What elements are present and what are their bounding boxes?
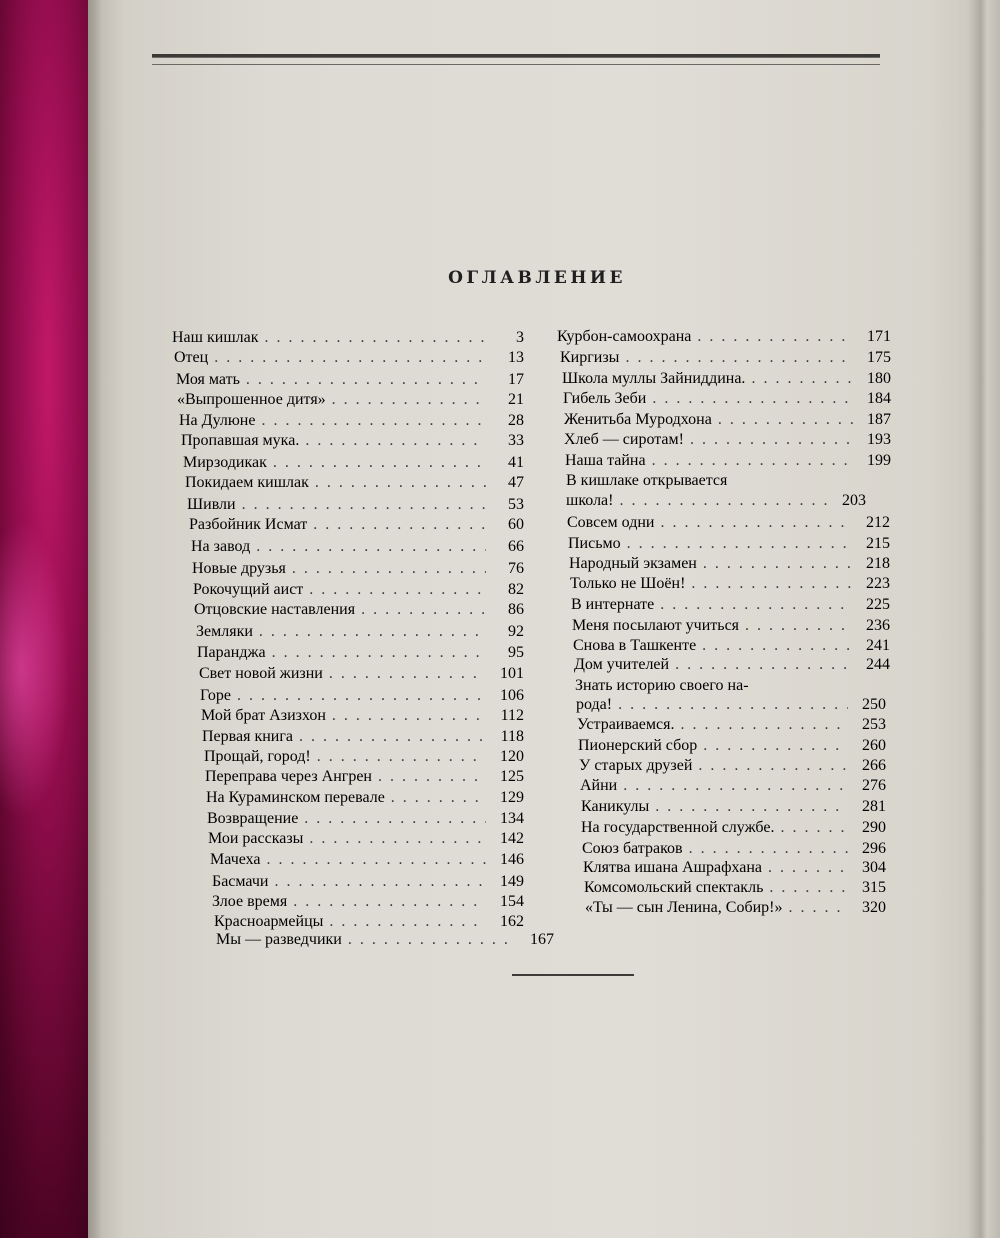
toc-entry	[584, 878, 886, 898]
toc-entry-title: Меня посылают учиться	[572, 617, 740, 634]
top-rule	[152, 54, 880, 58]
toc-entry-page: 236	[866, 617, 890, 634]
toc-leader-dots	[649, 797, 848, 817]
toc-entry	[185, 473, 524, 493]
toc-leader-dots	[745, 369, 853, 389]
toc-entry-title: Шивли	[187, 496, 236, 513]
toc-leader-dots	[691, 327, 853, 347]
toc-entry-title: Мой брат Азизхон	[201, 707, 326, 724]
toc-entry	[571, 595, 890, 615]
toc-entry-title: школа!	[566, 492, 614, 509]
toc-leader-dots	[326, 390, 486, 410]
toc-entry-page: 167	[530, 931, 554, 948]
toc-entry-title: Свет новой жизни	[199, 665, 323, 682]
toc-entry	[193, 580, 524, 600]
toc-entry	[200, 686, 524, 706]
bottom-rule	[512, 974, 634, 976]
toc-entry-page: 193	[867, 431, 891, 448]
toc-entry-page: 3	[516, 329, 524, 346]
toc-leader-dots	[669, 655, 852, 675]
toc-entry-page: 162	[500, 913, 524, 930]
toc-entry	[210, 850, 524, 870]
toc-entry	[568, 534, 890, 554]
toc-entry-page: 76	[508, 560, 524, 577]
toc-entry-page: 47	[508, 474, 524, 491]
toc-leader-dots	[236, 495, 486, 515]
toc-leader-dots	[372, 767, 486, 787]
toc-entry-title: Дом учителей	[574, 656, 670, 673]
toc-entry	[214, 912, 524, 932]
toc-leader-dots	[259, 328, 487, 348]
toc-entry-page: 212	[866, 514, 890, 531]
toc-leader-dots	[613, 491, 828, 511]
toc-entry-page: 290	[862, 819, 886, 836]
toc-entry-title: Пропавшая мука.	[181, 432, 300, 449]
toc-leader-dots	[646, 451, 853, 471]
toc-leader-dots	[621, 534, 852, 554]
toc-leader-dots	[749, 676, 821, 696]
toc-entry	[582, 839, 886, 859]
toc-leader-dots	[619, 348, 853, 368]
toc-entry-page: 154	[500, 893, 524, 910]
toc-entry-title: Народный экзамен	[569, 555, 697, 572]
toc-leader-dots	[287, 892, 486, 912]
toc-entry-page: 241	[866, 637, 890, 654]
toc-leader-dots	[261, 850, 486, 870]
toc-leader-dots	[255, 411, 486, 431]
toc-leader-dots	[739, 616, 852, 636]
toc-leader-dots	[266, 643, 486, 663]
toc-entry-page: 142	[500, 830, 524, 847]
toc-entry-title: На Дулюне	[179, 412, 256, 429]
toc-leader-dots	[762, 858, 848, 878]
toc-entry	[205, 767, 524, 787]
toc-entry	[183, 453, 524, 473]
toc-entry-title: «Выпрошенное дитя»	[177, 391, 326, 408]
toc-leader-dots	[309, 473, 486, 493]
toc-leader-dots	[675, 715, 849, 735]
toc-entry-title: Мои рассказы	[208, 830, 304, 847]
toc-entry	[579, 756, 886, 776]
toc-leader-dots	[231, 686, 486, 706]
toc-entry	[199, 664, 524, 684]
toc-entry-title: На завод	[191, 538, 251, 555]
toc-leader-dots	[323, 912, 486, 932]
toc-entry-page: 149	[500, 873, 524, 890]
toc-leader-dots	[696, 636, 852, 656]
toc-entry-page: 101	[500, 665, 524, 682]
toc-entry-title: рода!	[576, 696, 613, 713]
toc-entry-title: Паранджа	[197, 644, 266, 661]
toc-entry-page: 320	[862, 899, 886, 916]
toc-entry-title: Возвращение	[207, 810, 299, 827]
toc-leader-dots	[385, 788, 486, 808]
fabric-highlight	[0, 520, 70, 820]
toc-entry-title: Новые друзья	[192, 560, 286, 577]
toc-leader-dots	[763, 878, 848, 898]
toc-entry-page: 21	[508, 391, 524, 408]
toc-leader-dots	[654, 595, 852, 615]
toc-leader-dots	[685, 574, 852, 594]
toc-entry	[562, 369, 891, 389]
toc-entry-title: Женитьба Муродхона	[564, 411, 712, 428]
toc-leader-dots	[654, 513, 852, 533]
toc-entry	[580, 776, 886, 796]
toc-leader-dots	[326, 706, 486, 726]
toc-entry-title: Устраиваемся.	[577, 716, 675, 733]
toc-entry	[583, 858, 886, 878]
toc-entry	[566, 471, 891, 491]
toc-entry-page: 244	[866, 656, 890, 673]
toc-entry-title: Наша тайна	[565, 452, 646, 469]
toc-entry-title: В интернате	[571, 596, 655, 613]
toc-entry-title: Переправа через Ангрен	[205, 768, 372, 785]
toc-entry	[208, 829, 524, 849]
toc-entry-page: 146	[500, 851, 524, 868]
toc-entry	[212, 892, 524, 912]
toc-leader-dots	[612, 695, 848, 715]
toc-leader-dots	[250, 537, 486, 557]
toc-entry	[569, 554, 890, 574]
toc-entry-page: 223	[866, 575, 890, 592]
toc-entry-title: Только не Шоён!	[570, 575, 686, 592]
toc-entry-page: 187	[867, 411, 891, 428]
toc-entry-title: Басмачи	[212, 873, 269, 890]
toc-entry-title: Моя мать	[176, 371, 240, 388]
toc-leader-dots	[684, 430, 853, 450]
toc-entry-page: 28	[508, 412, 524, 429]
toc-entry-title: Прощай, город!	[204, 748, 311, 765]
toc-entry-page: 86	[508, 601, 524, 618]
toc-leader-dots	[267, 453, 486, 473]
toc-entry	[581, 797, 886, 817]
toc-entry-page: 304	[862, 859, 886, 876]
toc-entry-title: Киргизы	[560, 349, 620, 366]
page-edge	[968, 0, 1000, 1238]
toc-leader-dots	[355, 600, 486, 620]
toc-leader-dots	[311, 747, 486, 767]
toc-entry-title: Отцовские наставления	[194, 601, 356, 618]
toc-entry	[570, 574, 890, 594]
toc-entry-title: «Ты — сын Ленина, Собир!»	[585, 899, 783, 916]
toc-entry-page	[821, 676, 859, 696]
toc-leader-dots	[268, 872, 486, 892]
toc-entry	[207, 809, 524, 829]
toc-entry	[177, 390, 524, 410]
toc-leader-dots	[697, 736, 848, 756]
toc-entry-title: Хлеб — сиротам!	[564, 431, 684, 448]
toc-entry-title: Первая книга	[202, 728, 294, 745]
toc-entry-page: 180	[867, 370, 891, 387]
toc-leader-dots	[323, 664, 486, 684]
toc-leader-dots	[298, 809, 486, 829]
toc-entry-page: 17	[508, 371, 524, 388]
toc-leader-dots	[342, 930, 516, 950]
toc-entry-page: 125	[500, 768, 524, 785]
toc-entry-title: У старых друзей	[579, 757, 693, 774]
toc-leader-dots	[692, 756, 848, 776]
toc-leader-dots	[303, 829, 486, 849]
toc-leader-dots	[646, 389, 853, 409]
toc-entry-title: Горе	[200, 687, 231, 704]
toc-entry-title: Гибель Зеби	[563, 390, 647, 407]
toc-entry-page: 203	[842, 492, 866, 509]
toc-entry-page: 66	[508, 538, 524, 555]
toc-entry-title: Союз батраков	[582, 840, 683, 857]
toc-entry-page: 171	[867, 328, 891, 345]
toc-entry-title: Мачеха	[210, 851, 261, 868]
toc-entry-title: Айни	[580, 777, 618, 794]
toc-entry	[565, 451, 891, 471]
toc-entry-title: Отец	[174, 349, 209, 366]
toc-entry-title: Совсем одни	[567, 514, 655, 531]
toc-entry	[187, 495, 524, 515]
toc-entry	[204, 747, 524, 767]
toc-entry	[181, 431, 524, 451]
toc-entry	[576, 695, 886, 715]
toc-leader-dots	[617, 776, 848, 796]
toc-entry-title: Снова в Ташкенте	[573, 637, 697, 654]
toc-entry-page: 106	[500, 687, 524, 704]
toc-entry-title: Каникулы	[581, 798, 650, 815]
toc-leader-dots	[240, 370, 486, 390]
toc-entry	[197, 643, 524, 663]
toc-leader-dots	[683, 839, 848, 859]
toc-entry	[172, 328, 524, 348]
toc-entry-page: 92	[508, 623, 524, 640]
toc-entry	[560, 348, 891, 368]
toc-entry-title: Комсомольский спектакль	[584, 879, 764, 896]
toc-entry	[575, 676, 859, 696]
page-spine-shadow	[88, 0, 102, 1238]
toc-entry-page: 134	[500, 810, 524, 827]
toc-entry-title: Клятва ишана Ашрафхана	[583, 859, 762, 876]
toc-entry-page: 260	[862, 737, 886, 754]
toc-entry-page: 82	[508, 581, 524, 598]
toc-entry-page: 253	[862, 716, 886, 733]
toc-entry-title: Мы — разведчики	[216, 931, 342, 948]
toc-entry	[196, 622, 524, 642]
toc-entry-page: 218	[866, 555, 890, 572]
toc-entry-page: 33	[508, 432, 524, 449]
toc-entry-title: Покидаем кишлак	[185, 474, 309, 491]
toc-leader-dots	[299, 431, 486, 451]
toc-entry	[194, 600, 524, 620]
toc-entry	[564, 410, 891, 430]
toc-entry-page: 53	[508, 496, 524, 513]
toc-entry-page: 112	[500, 707, 524, 724]
toc-entry-title: В кишлаке открывается	[566, 472, 728, 489]
toc-leader-dots	[727, 471, 853, 491]
toc-entry-title: Школа муллы Зайниддина.	[562, 370, 746, 387]
toc-entry-page: 199	[867, 452, 891, 469]
toc-leader-dots	[712, 410, 853, 430]
toc-leader-dots	[697, 554, 852, 574]
toc-entry-title: Курбон-самоохрана	[557, 328, 692, 345]
toc-entry	[578, 736, 886, 756]
toc-entry-page: 266	[862, 757, 886, 774]
toc-entry-page: 276	[862, 777, 886, 794]
toc-entry	[564, 430, 891, 450]
toc-entry-title: На Кураминском перевале	[206, 789, 385, 806]
toc-entry	[573, 636, 890, 656]
toc-entry	[557, 327, 891, 347]
toc-leader-dots	[782, 898, 848, 918]
toc-entry	[192, 559, 524, 579]
toc-entry-title: Разбойник Исмат	[189, 516, 308, 533]
toc-entry-page: 184	[867, 390, 891, 407]
toc-entry-title: На государственной службе.	[581, 819, 775, 836]
toc-entry-page: 281	[862, 798, 886, 815]
toc-entry-page: 120	[500, 748, 524, 765]
toc-entry	[563, 389, 891, 409]
toc-entry	[202, 727, 524, 747]
toc-entry	[566, 491, 866, 511]
toc-entry-page: 225	[866, 596, 890, 613]
toc-leader-dots	[293, 727, 486, 747]
toc-entry-page: 95	[508, 644, 524, 661]
toc-entry	[581, 818, 886, 838]
toc-entry-title: Злое время	[212, 893, 288, 910]
toc-leader-dots	[307, 515, 486, 535]
toc-entry-page: 118	[500, 728, 524, 745]
toc-entry-page: 296	[862, 840, 886, 857]
toc-entry-title: Наш кишлак	[172, 329, 259, 346]
toc-entry	[179, 411, 524, 431]
toc-entry	[577, 715, 886, 735]
toc-entry-title: Знать историю своего на-	[575, 677, 749, 694]
toc-entry	[216, 930, 554, 950]
toc-entry	[189, 515, 524, 535]
toc-entry-title: Земляки	[196, 623, 253, 640]
toc-entry-page	[853, 471, 891, 491]
toc-entry-page: 315	[862, 879, 886, 896]
toc-entry-page: 41	[508, 454, 524, 471]
toc-entry	[574, 655, 890, 675]
toc-entry-page: 129	[500, 789, 524, 806]
toc-entry	[201, 706, 524, 726]
toc-entry-title: Пионерский сбор	[578, 737, 698, 754]
toc-entry	[191, 537, 524, 557]
toc-entry-title: Рокочущий аист	[193, 581, 304, 598]
toc-entry-page: 13	[508, 349, 524, 366]
toc-entry-page: 175	[867, 349, 891, 366]
toc-entry-title: Красноармейцы	[214, 913, 324, 930]
toc-entry-page: 60	[508, 516, 524, 533]
toc-entry	[174, 348, 524, 368]
toc-entry	[176, 370, 524, 390]
toc-entry	[572, 616, 890, 636]
toc-entry-title: Письмо	[568, 535, 621, 552]
toc-entry-page: 250	[862, 696, 886, 713]
page-title: ОГЛАВЛЕНИЕ	[448, 268, 626, 288]
top-rule-thin	[152, 64, 880, 65]
toc-entry	[567, 513, 890, 533]
toc-leader-dots	[208, 348, 486, 368]
toc-leader-dots	[286, 559, 486, 579]
toc-entry	[585, 898, 886, 918]
toc-entry	[212, 872, 524, 892]
toc-entry	[206, 788, 524, 808]
toc-entry-page: 215	[866, 535, 890, 552]
toc-leader-dots	[253, 622, 486, 642]
toc-leader-dots	[774, 818, 848, 838]
toc-leader-dots	[303, 580, 486, 600]
toc-entry-title: Мирзодикак	[183, 454, 267, 471]
